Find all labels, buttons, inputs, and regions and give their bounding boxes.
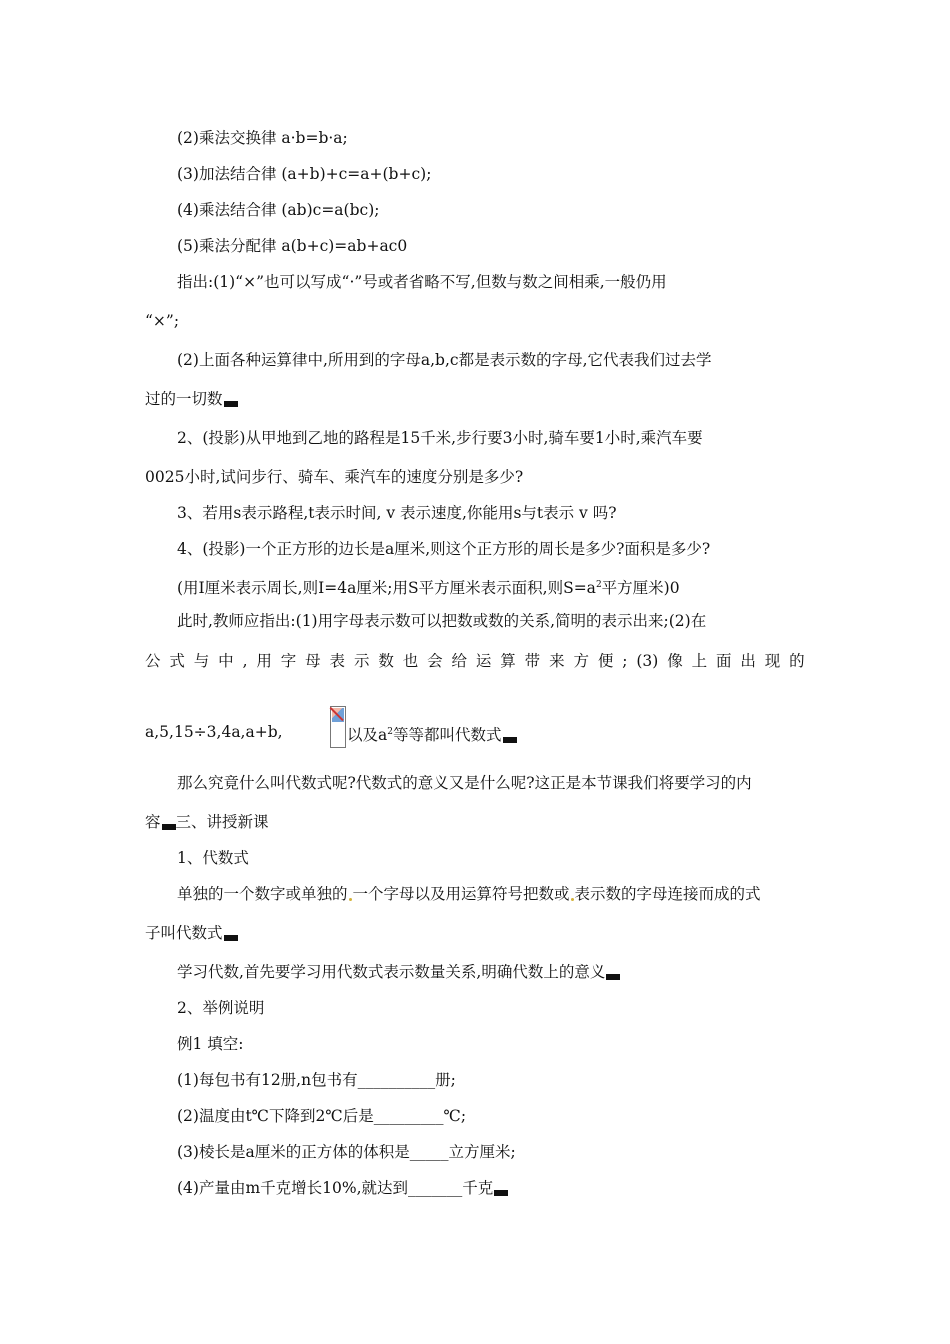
law-distributive: (5)乘法分配律 a(b+c)=ab+ac0: [177, 237, 408, 255]
question3: 3、若用s表示路程,t表示时间, v 表示速度,你能用s与t表示 v 吗?: [177, 504, 617, 522]
transition-line2: 容 三、讲授新课: [145, 813, 269, 831]
question4: 4、(投影)一个正方形的边长是a厘米,则这个正方形的周长是多少?面积是多少?: [177, 540, 711, 558]
example1-item3: (3)棱长是a厘米的正方体的体积是_____立方厘米;: [177, 1143, 516, 1161]
definition-line1: 单独的一个数字或单独的 一个字母以及用运算符号把数或 表示数的字母连接而成的式: [177, 885, 761, 903]
paragraph-end-mark: [162, 824, 176, 830]
subheading-examples: 2、举例说明: [177, 999, 265, 1017]
example1-item1: (1)每包书有12册,n包书有__________册;: [177, 1071, 456, 1089]
law-addition-associative: (3)加法结合律 (a+b)+c=a+(b+c);: [177, 165, 432, 183]
paragraph-end-mark: [224, 401, 238, 407]
note2-line1: (2)上面各种运算律中,所用到的字母a,b,c都是表示数的字母,它代表我们过去学: [177, 351, 712, 369]
example1-item4: (4)产量由m千克增长10%,就达到_______千克: [177, 1178, 508, 1198]
transition-line1: 那么究竟什么叫代数式呢?代数式的意义又是什么呢?这正是本节课我们将要学习的内: [177, 774, 752, 792]
study-note: 学习代数,首先要学习用代数式表示数量关系,明确代数上的意义: [177, 962, 620, 982]
paragraph-end-mark: [494, 1190, 508, 1196]
comment-dot: [349, 898, 352, 901]
note2-line2: 过的一切数: [145, 389, 238, 409]
teacher-note-line3: a,5,15÷3,4a,a+b,: [145, 723, 283, 741]
teacher-note-line3-end: 以及$a^2$等等都叫代数式: [347, 722, 517, 745]
paragraph-end-mark: [503, 737, 517, 743]
teacher-note-line1: 此时,教师应指出:(1)用字母表示数可以把数或数的关系,简明的表示出来;(2)在: [177, 612, 707, 630]
example1-item2: (2)温度由t℃下降到2℃后是_________℃;: [177, 1107, 467, 1125]
law-multiplication-commutative: (2)乘法交换律 a·b=b·a;: [177, 129, 348, 147]
teacher-note-line2: 公 式 与 中 , 用 字 母 表 示 数 也 会 给 运 算 带 来 方 便 ; (3) 像 上 面 出 现 的: [145, 652, 805, 670]
note-paragraph-line1: 指出:(1)“×”也可以写成“·”号或者省略不写,但数与数之间相乘,一般仍用: [177, 273, 667, 291]
definition-line2: 子叫代数式: [145, 923, 238, 943]
question2-line1: 2、(投影)从甲地到乙地的路程是15千米,步行要3小时,骑车要1小时,乘汽车要: [177, 429, 703, 447]
broken-image-icon: [330, 706, 346, 748]
subheading-algebraic-expression: 1、代数式: [177, 849, 249, 867]
question4-answer: (用I厘米表示周长,则I=4a厘米;用S平方厘米表示面积,则$S=a^2$平方厘米)0: [177, 579, 680, 597]
section-heading-new-lesson: 三、讲授新课: [175, 813, 269, 831]
paragraph-end-mark: [606, 974, 620, 980]
paragraph-end-mark: [224, 935, 238, 941]
example1-title: 例1 填空:: [177, 1035, 244, 1053]
question2-line2: 0025小时,试问步行、骑车、乘汽车的速度分别是多少?: [145, 468, 524, 486]
law-multiplication-associative: (4)乘法结合律 (ab)c=a(bc);: [177, 201, 380, 219]
note-paragraph-line2: “×”;: [145, 312, 180, 330]
comment-dot: [571, 898, 574, 901]
